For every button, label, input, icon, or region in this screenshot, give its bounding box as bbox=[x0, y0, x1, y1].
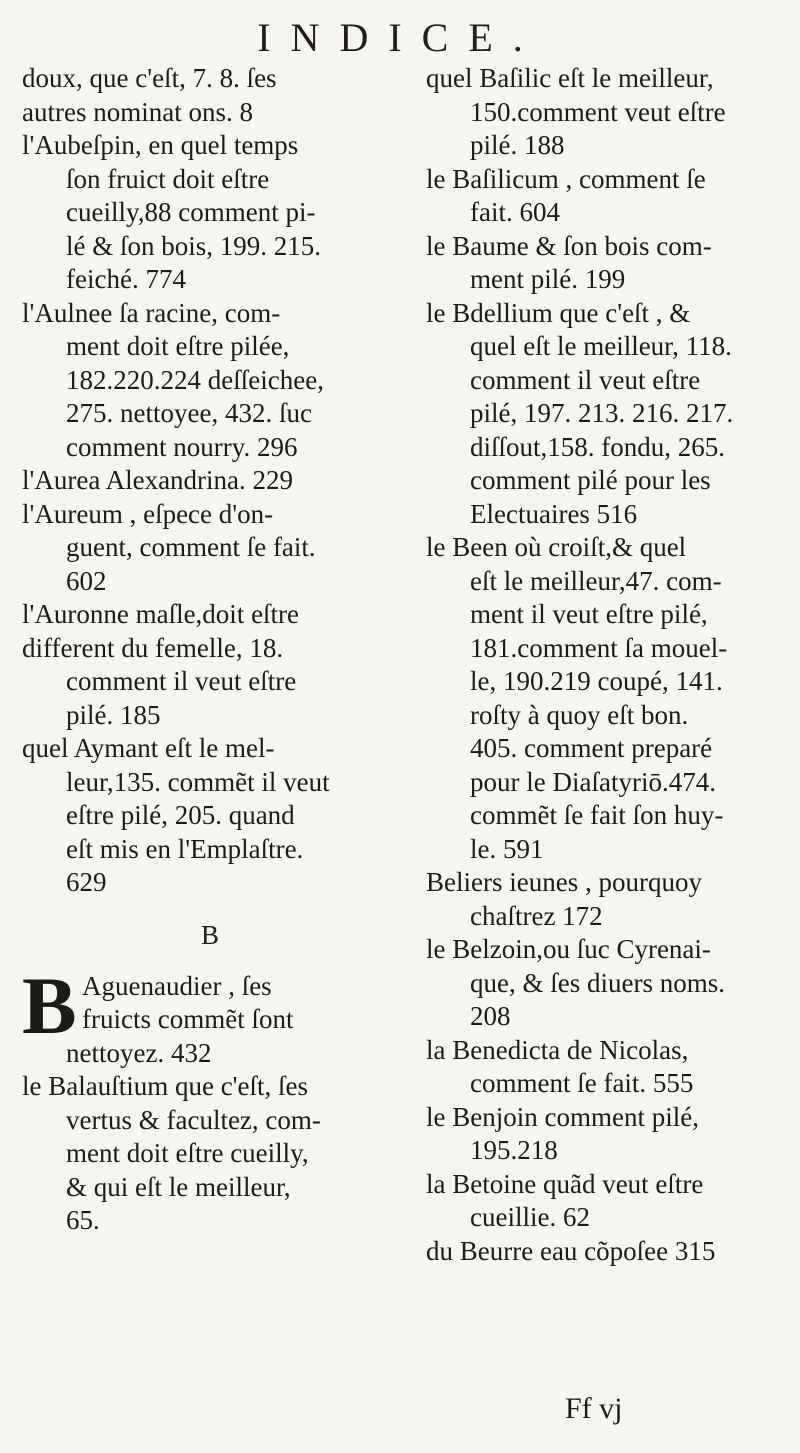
index-line: nettoyez. 432 bbox=[66, 1037, 212, 1068]
left-column bbox=[22, 62, 398, 1238]
index-line: le. 591 bbox=[470, 833, 544, 864]
index-line: chaſtrez 172 bbox=[470, 900, 603, 931]
index-line: 275. nettoyee, 432. ſuc bbox=[66, 398, 312, 428]
index-line: fruicts commẽt ſont bbox=[82, 1004, 294, 1034]
index-line: l'Auronne maſle,doit eſtre bbox=[22, 599, 300, 629]
index-line: ment doit eſtre pilée, bbox=[66, 331, 290, 361]
index-line: le Been où croiſt,& quel bbox=[426, 532, 687, 562]
index-line: cueilly,88 comment pi- bbox=[66, 197, 316, 227]
page-title: INDICE. bbox=[257, 15, 543, 60]
index-line: le Baſilicum , comment ſe bbox=[426, 163, 706, 194]
index-line: l'Aurea Alexandrina. 229 bbox=[22, 465, 294, 495]
index-line: ment doit eſtre cueilly, bbox=[66, 1138, 309, 1168]
index-line: 182.220.224 deſſeichee, bbox=[66, 364, 324, 395]
left-entries-b bbox=[22, 959, 398, 1238]
index-line: comment pilé pour les bbox=[470, 465, 711, 495]
index-line: comment nourry. 296 bbox=[66, 431, 298, 462]
index-line: ment il veut eſtre pilé, bbox=[470, 599, 708, 629]
right-column bbox=[426, 62, 782, 1268]
index-line: que, & ſes diuers noms. bbox=[470, 967, 725, 998]
index-line: le Baume & ſon bois com- bbox=[426, 230, 712, 261]
index-line: pilé. 185 bbox=[66, 699, 161, 730]
index-line: le Bdellium que c'eſt , & bbox=[426, 297, 691, 328]
index-line: cueillie. 62 bbox=[470, 1202, 590, 1232]
index-line: 65. bbox=[66, 1205, 100, 1235]
index-line: l'Aubeſpin, en quel temps bbox=[22, 130, 299, 160]
right-entries bbox=[426, 62, 782, 1268]
section-b-entries bbox=[22, 959, 398, 1238]
index-line: Aguenaudier , ſes bbox=[82, 970, 272, 1001]
index-line: guent, comment ſe fait. bbox=[66, 532, 316, 562]
index-line: eſt mis en l'Emplaſtre. bbox=[66, 833, 304, 864]
index-line: pour le Diaſatyriō.474. bbox=[470, 766, 716, 797]
index-line: le Belzoin,ou ſuc Cyrenai- bbox=[426, 934, 711, 964]
index-line: ſon fruict doit eſtre bbox=[66, 163, 270, 194]
index-line: fait. 604 bbox=[470, 197, 560, 227]
index-line: different du femelle, 18. bbox=[22, 632, 284, 663]
index-line: comment ſe fait. 555 bbox=[470, 1068, 694, 1098]
index-line: lé & ſon bois, 199. 215. bbox=[66, 230, 321, 261]
index-line: 602 bbox=[66, 565, 107, 596]
index-line: du Beurre eau cõpoſee 315 bbox=[426, 1235, 716, 1266]
index-line: quel Aymant eſt le mel- bbox=[22, 733, 275, 763]
index-line: pilé. 188 bbox=[470, 130, 565, 160]
index-line: le Balauſtium que c'eſt, ſes bbox=[22, 1071, 309, 1101]
index-line: eſtre pilé, 205. quand bbox=[66, 800, 295, 830]
index-line: comment il veut eſtre bbox=[66, 666, 297, 696]
index-line: l'Aureum , eſpece d'on- bbox=[22, 498, 274, 529]
index-line: pilé, 197. 213. 216. 217. bbox=[470, 398, 734, 428]
drop-cap: B bbox=[22, 959, 77, 1051]
index-line: la Benedicta de Nicolas, bbox=[426, 1034, 689, 1065]
index-line: ment pilé. 199 bbox=[470, 264, 626, 294]
left-entries-a bbox=[22, 62, 398, 900]
index-line: & qui eſt le meilleur, bbox=[66, 1171, 291, 1202]
index-line: le, 190.219 coupé, 141. bbox=[470, 666, 723, 696]
index-line: leur,135. commẽt il veut bbox=[66, 766, 330, 797]
index-line: le Benjoin comment pilé, bbox=[426, 1101, 699, 1132]
index-line: comment il veut eſtre bbox=[470, 364, 701, 395]
index-line: Beliers ieunes , pourquoy bbox=[426, 867, 702, 897]
index-line: vertus & facultez, com- bbox=[66, 1104, 321, 1135]
index-line: 195.218 bbox=[470, 1135, 558, 1165]
index-line: quel eſt le meilleur, 118. bbox=[470, 331, 732, 361]
index-line: 208 bbox=[470, 1001, 511, 1031]
index-line: diſſout,158. fondu, 265. bbox=[470, 431, 725, 462]
index-line: la Betoine quãd veut eſtre bbox=[426, 1168, 704, 1199]
signature-mark: Ff vj bbox=[565, 1392, 623, 1425]
index-line: 150.comment veut eſtre bbox=[470, 96, 726, 127]
index-line: l'Aulnee ſa racine, com- bbox=[22, 297, 281, 328]
index-line: 629 bbox=[66, 867, 107, 897]
index-line: commẽt ſe fait ſon huy- bbox=[470, 800, 724, 830]
index-line: 181.comment ſa mouel- bbox=[470, 632, 728, 663]
index-line: roſty à quoy eſt bon. bbox=[470, 699, 689, 730]
section-letter: B bbox=[200, 919, 219, 950]
index-line: feiché. 774 bbox=[66, 264, 186, 294]
index-line: autres nominat ons. 8 bbox=[22, 96, 253, 127]
index-line: 405. comment preparé bbox=[470, 733, 713, 763]
index-line: quel Baſilic eſt le meilleur, bbox=[426, 63, 714, 93]
index-line: Electuaires 516 bbox=[470, 498, 638, 529]
index-line: doux, que c'eſt, 7. 8. ſes bbox=[22, 63, 277, 93]
index-line: eſt le meilleur,47. com- bbox=[470, 565, 722, 596]
